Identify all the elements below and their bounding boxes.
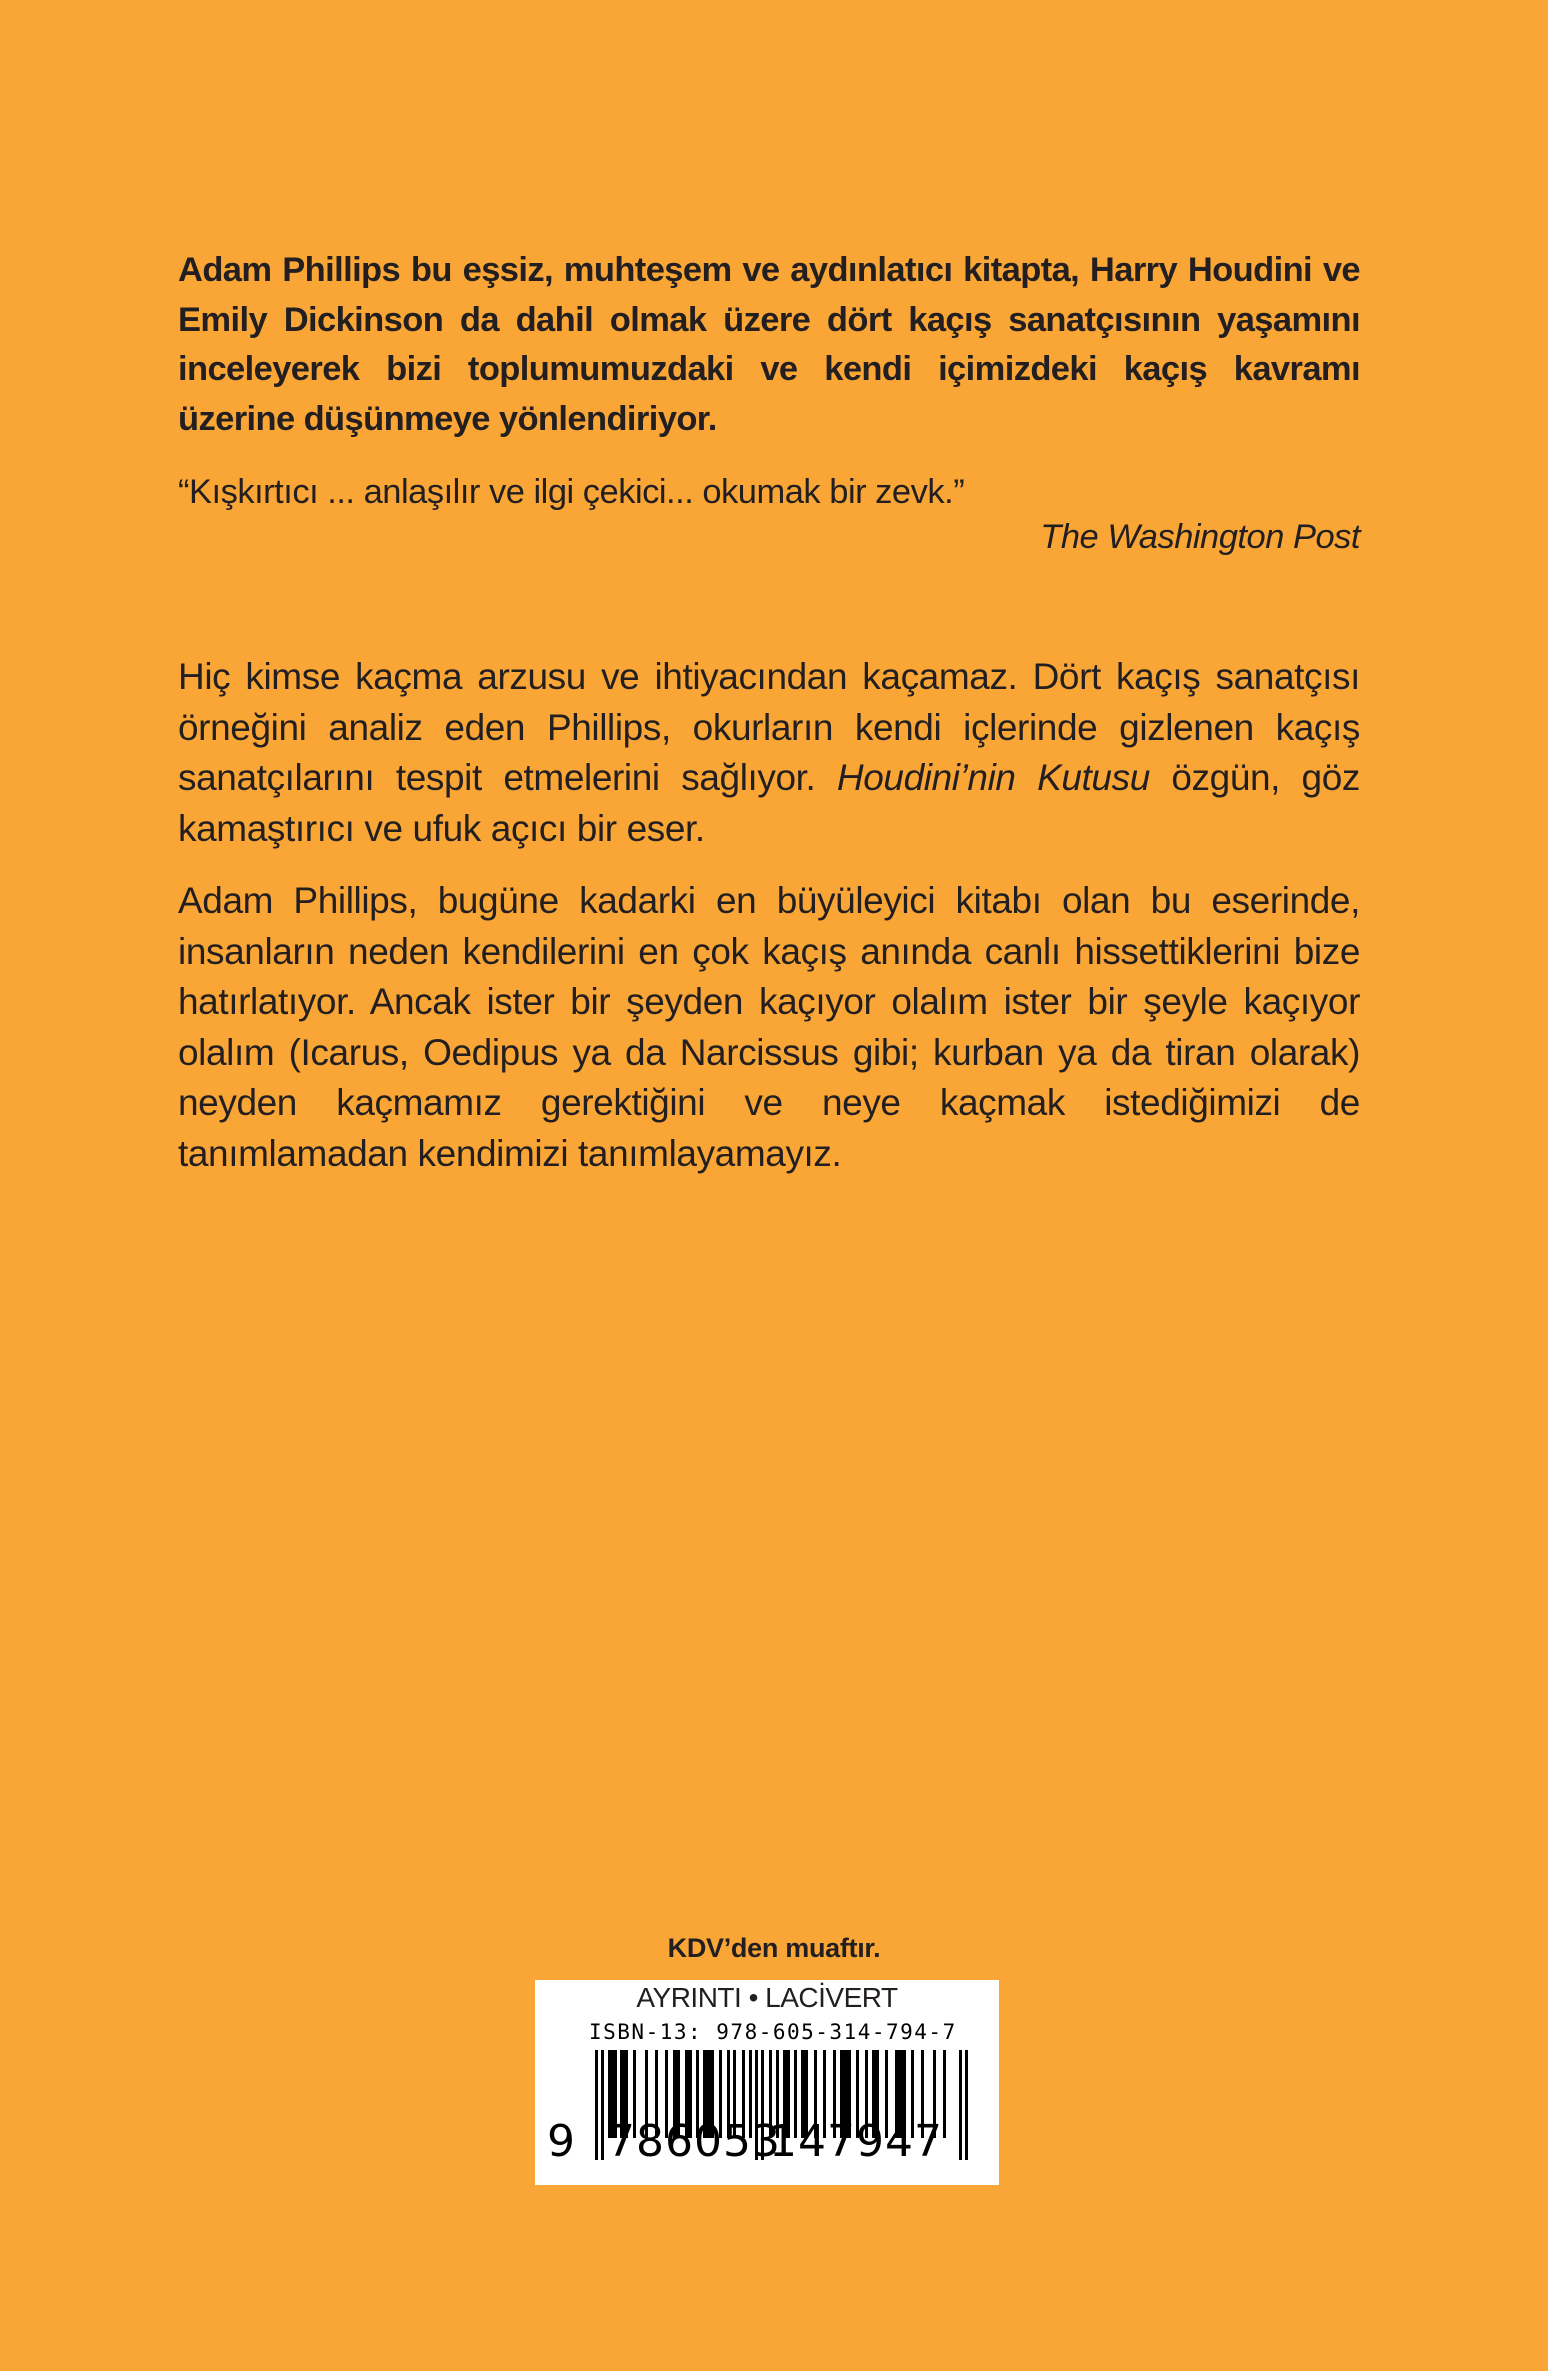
review-quote: “Kışkırtıcı ... anlaşılır ve ilgi çekici... okumak bir zevk.” <box>178 473 965 511</box>
description-paragraph-1 <box>178 652 1360 854</box>
review-source: The Washington Post <box>1040 518 1360 556</box>
publisher-imprint: AYRINTI • LACİVERT <box>636 1982 898 2013</box>
paragraph-1-text-a: Hiç kimse kaçma arzusu ve ihtiyacından kaçamaz. Dört kaçış sanatçısı örneğini analiz eden Phillips, okurların kendi içlerinde gizlenen kaçış sanatçılarını tespit etmelerini sağlıyor. <box>178 656 1360 798</box>
book-title: Houdini’nin Kutusu <box>836 757 1150 798</box>
barcode-digits-group-1: 786053 <box>607 2116 781 2167</box>
back-cover-blurb: Adam Phillips bu eşsiz, muhteşem ve aydınlatıcı kitapta, Harry Houdini ve Emily Dickinson da dahil olmak üzere dört kaçış sanatçısının yaşamını inceleyerek bizi toplumumuzdaki ve kendi içimizdeki kaçış kavramı üzerine düşünmeye yönlendiriyor. <box>178 251 1360 438</box>
barcode-digits <box>547 2116 943 2371</box>
barcode-label <box>535 1980 999 2185</box>
description-paragraph-2: Adam Phillips, bugüne kadarki en büyüleyici kitabı olan bu eserinde, insanların neden kendilerini en çok kaçış anında canlı hissettiklerini bize hatırlatıyor. Ancak ister bir şeyden kaçıyor olalım ister bir şeyle kaçıyor olalım (Icarus, Oedipus ya da Narcissus gibi; kurban ya da tiran olarak) neyden kaçmamız gerektiğini ve neye kaçmak istediğimizi de tanımlamadan kendimizi tanımlayamayız. <box>178 880 1360 1174</box>
barcode-digit-lead: 9 <box>547 2116 576 2167</box>
tax-exempt-note: KDV’den muaftır. <box>667 1933 881 1963</box>
paragraph-1-text-b: özgün, göz kamaştırıcı ve ufuk açıcı bir eser. <box>178 757 1360 849</box>
barcode-digits-group-2: 147947 <box>769 2116 943 2167</box>
isbn-text: ISBN-13: 978-605-314-794-7 <box>589 2020 957 2044</box>
